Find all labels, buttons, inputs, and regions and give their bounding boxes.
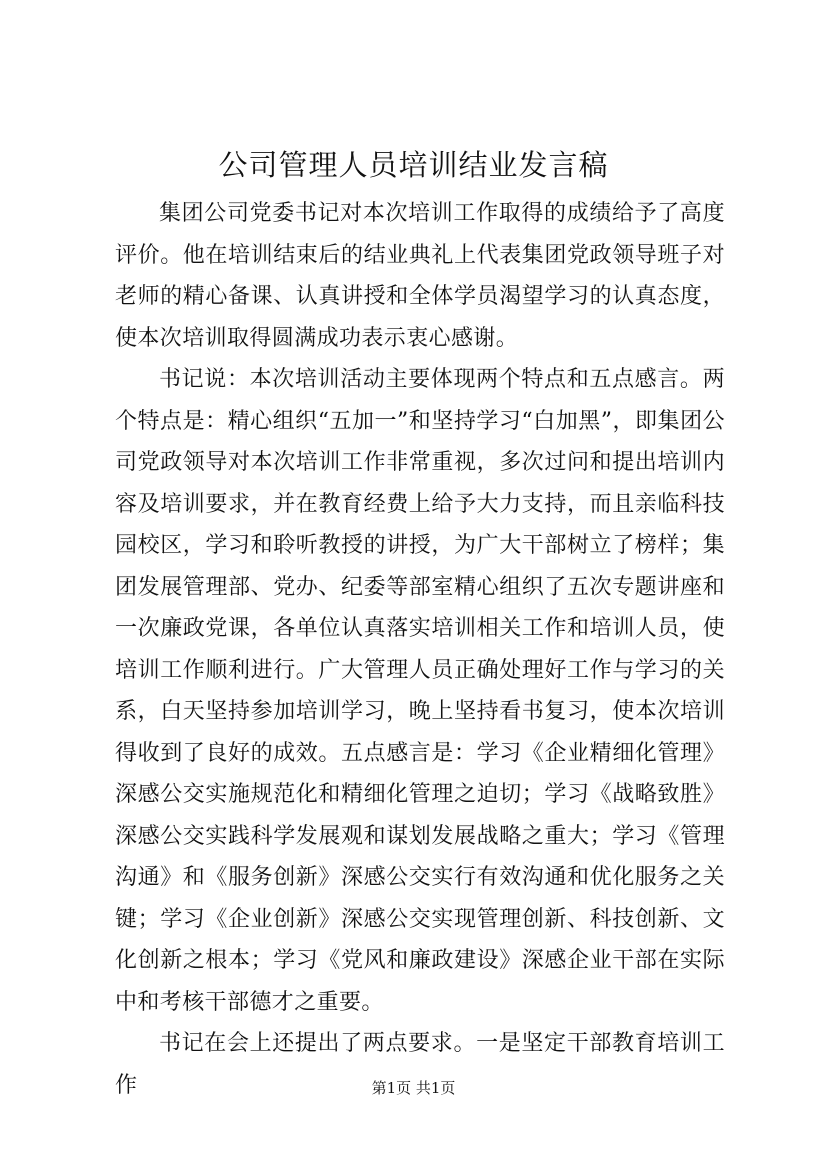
paragraph-3: 书记在会上还提出了两点要求。一是坚定干部教育培训工作 — [115, 1031, 725, 1098]
paragraph-1: 集团公司党委书记对本次培训工作取得的成绩给予了高度评价。他在培训结束后的结业典礼上代表集团党政领导班子对老师的精心备课、认真讲授和全体学员渴望学习的认真态度，使本次培训取得圆满成功表示衷心感谢。 — [115, 201, 725, 351]
paragraph-2: 书记说：本次培训活动主要体现两个特点和五点感言。两个特点是：精心组织“五加一”和坚持学习“白加黑”，即集团公司党政领导对本次培训工作非常重视，多次过问和提出培训内容及培训要求，并在教育经费上给予大力支持，而且亲临科技园校区，学习和聆听教授的讲授，为广大干部树立了榜样；集团发展管理部、党办、纪委等部室精心组织了五次专题讲座和一次廉政党课，各单位认真落实培训相关工作和培训人员，使培训工作顺利进行。广大管理人员正确处理好工作与学习的关系，白天坚持参加培训学习，晚上坚持看书复习，使本次培训得收到了良好的成效。五点感言是：学习《企业精细化管理》深感公交实施规范化和精细化管理之迫切；学习《战略致胜》深感公交实践科学发展观和谋划发展战略之重大；学习《管理沟通》和《服务创新》深感公交实行有效沟通和优化服务之关键；学习《企业创新》深感公交实现管理创新、科技创新、文化创新之根本；学习《党风和廉政建设》深感企业干部在实际中和考核干部德才之重要。 — [115, 367, 725, 1015]
page-footer: 第1页 共1页 — [371, 1079, 456, 1097]
document-body — [115, 193, 725, 1106]
document-title: 公司管理人员培训结业发言稿 — [218, 148, 609, 182]
